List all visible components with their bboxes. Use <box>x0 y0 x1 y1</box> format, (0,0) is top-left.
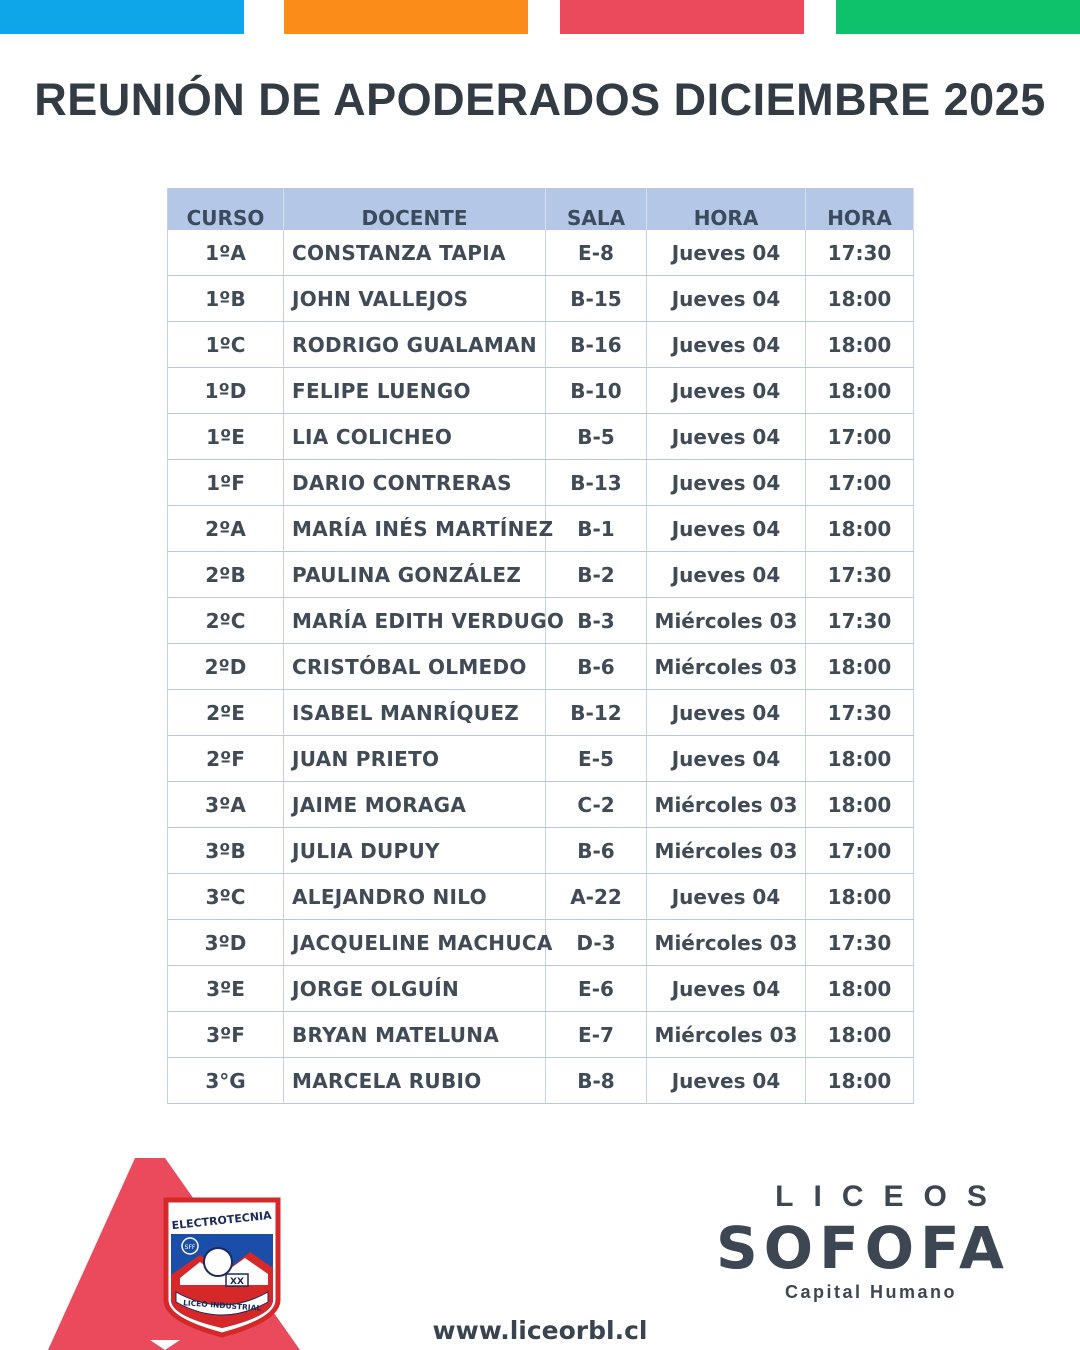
cell-curso: 2ºA <box>168 506 284 552</box>
cell-docente: RODRIGO GUALAMAN <box>284 322 546 368</box>
cell-curso: 3ºD <box>168 920 284 966</box>
cell-hora: 17:30 <box>806 690 914 736</box>
cell-curso: 3ºE <box>168 966 284 1012</box>
schedule-table <box>167 188 914 1104</box>
cell-curso: 3ºF <box>168 1012 284 1058</box>
cell-sala: B-13 <box>546 460 647 506</box>
page-title: REUNIÓN DE APODERADOS DICIEMBRE 2025 <box>34 74 1046 125</box>
cell-sala: E-5 <box>546 736 647 782</box>
cell-docente: LIA COLICHEO <box>284 414 546 460</box>
cell-sala: C-2 <box>546 782 647 828</box>
cell-hora: 17:00 <box>806 414 914 460</box>
color-bar-orange <box>284 0 528 34</box>
cell-dia: Jueves 04 <box>647 552 806 598</box>
color-bar-blue <box>0 0 244 34</box>
brand-name-text: SOFOFA <box>716 1214 1010 1282</box>
cell-docente: PAULINA GONZÁLEZ <box>284 552 546 598</box>
shield-emblem <box>166 1200 278 1335</box>
cell-hora: 18:00 <box>806 1012 914 1058</box>
table-row <box>168 506 914 552</box>
cell-dia: Jueves 04 <box>647 460 806 506</box>
cell-dia: Jueves 04 <box>647 506 806 552</box>
logo-mark: XX <box>230 1277 244 1287</box>
cell-curso: 3ºA <box>168 782 284 828</box>
table-row <box>168 920 914 966</box>
cell-dia: Miércoles 03 <box>647 782 806 828</box>
cell-curso: 3ºB <box>168 828 284 874</box>
cell-sala: B-10 <box>546 368 647 414</box>
table-row <box>168 598 914 644</box>
cell-sala: B-1 <box>546 506 647 552</box>
cell-curso: 2ºF <box>168 736 284 782</box>
cell-dia: Jueves 04 <box>647 414 806 460</box>
cell-curso: 1ºA <box>168 230 284 276</box>
cell-hora: 18:00 <box>806 874 914 920</box>
cell-dia: Jueves 04 <box>647 1058 806 1104</box>
cell-sala: B-16 <box>546 322 647 368</box>
cell-hora: 18:00 <box>806 368 914 414</box>
table-row <box>168 1012 914 1058</box>
cell-sala: E-7 <box>546 1012 647 1058</box>
cell-docente: JAIME MORAGA <box>284 782 546 828</box>
cell-docente: CRISTÓBAL OLMEDO <box>284 644 546 690</box>
cell-hora: 18:00 <box>806 736 914 782</box>
cell-dia: Jueves 04 <box>647 276 806 322</box>
cell-sala: D-3 <box>546 920 647 966</box>
cell-hora: 17:30 <box>806 230 914 276</box>
cell-curso: 1ºF <box>168 460 284 506</box>
header-curso: CURSO <box>168 188 284 230</box>
cell-sala: B-12 <box>546 690 647 736</box>
cell-dia: Jueves 04 <box>647 230 806 276</box>
cell-hora: 17:30 <box>806 552 914 598</box>
website-link[interactable]: www.liceorbl.cl <box>432 1316 648 1345</box>
table-row <box>168 874 914 920</box>
cell-curso: 1ºD <box>168 368 284 414</box>
cell-dia: Jueves 04 <box>647 736 806 782</box>
cell-sala: E-6 <box>546 966 647 1012</box>
cell-dia: Jueves 04 <box>647 966 806 1012</box>
sofofa-logo <box>716 1180 1026 1303</box>
cell-sala: B-15 <box>546 276 647 322</box>
cell-docente: MARÍA INÉS MARTÍNEZ <box>284 506 546 552</box>
cell-docente: MARCELA RUBIO <box>284 1058 546 1104</box>
table-row <box>168 966 914 1012</box>
table-row <box>168 828 914 874</box>
cell-curso: 2ºE <box>168 690 284 736</box>
table-row <box>168 322 914 368</box>
cell-sala: B-6 <box>546 828 647 874</box>
logo-badge: SFF <box>184 1244 196 1251</box>
cell-dia: Miércoles 03 <box>647 920 806 966</box>
cell-sala: A-22 <box>546 874 647 920</box>
cell-docente: JACQUELINE MACHUCA <box>284 920 546 966</box>
table-row <box>168 460 914 506</box>
cell-curso: 2ºB <box>168 552 284 598</box>
cell-hora: 17:00 <box>806 828 914 874</box>
cell-hora: 17:30 <box>806 920 914 966</box>
logo-arc-bottom: LICEO INDUSTRIAL <box>182 1298 262 1313</box>
table-row <box>168 736 914 782</box>
cell-docente: ISABEL MANRÍQUEZ <box>284 690 546 736</box>
table-row <box>168 1058 914 1104</box>
cell-hora: 17:30 <box>806 598 914 644</box>
table-row <box>168 276 914 322</box>
cell-curso: 3ºC <box>168 874 284 920</box>
logo-arc-top: ELECTROTECNIA <box>171 1208 273 1233</box>
table-row <box>168 368 914 414</box>
cell-docente: JOHN VALLEJOS <box>284 276 546 322</box>
cell-hora: 18:00 <box>806 1058 914 1104</box>
cell-dia: Miércoles 03 <box>647 598 806 644</box>
cell-docente: ALEJANDRO NILO <box>284 874 546 920</box>
cell-sala: B-8 <box>546 1058 647 1104</box>
cell-curso: 1ºB <box>168 276 284 322</box>
cell-sala: B-3 <box>546 598 647 644</box>
cell-docente: JORGE OLGUÍN <box>284 966 546 1012</box>
cell-dia: Miércoles 03 <box>647 644 806 690</box>
color-bar-green <box>836 0 1080 34</box>
cell-docente: MARÍA EDITH VERDUGO <box>284 598 546 644</box>
header-dia: HORA <box>647 188 806 230</box>
cell-sala: B-2 <box>546 552 647 598</box>
color-bar-red <box>560 0 804 34</box>
cell-sala: E-8 <box>546 230 647 276</box>
cell-docente: FELIPE LUENGO <box>284 368 546 414</box>
cell-curso: 1ºC <box>168 322 284 368</box>
table-header-row <box>168 188 914 230</box>
cell-curso: 3°G <box>168 1058 284 1104</box>
header-docente: DOCENTE <box>284 188 546 230</box>
header-hora: HORA <box>806 188 914 230</box>
cell-dia: Miércoles 03 <box>647 1012 806 1058</box>
cell-dia: Miércoles 03 <box>647 828 806 874</box>
cell-sala: B-6 <box>546 644 647 690</box>
table-row <box>168 690 914 736</box>
cell-docente: JUAN PRIETO <box>284 736 546 782</box>
header-sala: SALA <box>546 188 647 230</box>
table-row <box>168 782 914 828</box>
table-row <box>168 552 914 598</box>
table-row <box>168 414 914 460</box>
cell-dia: Jueves 04 <box>647 368 806 414</box>
cell-curso: 2ºD <box>168 644 284 690</box>
cell-hora: 18:00 <box>806 644 914 690</box>
brand-top-text: LICEOS <box>775 1180 1007 1213</box>
cell-hora: 18:00 <box>806 966 914 1012</box>
cell-hora: 18:00 <box>806 322 914 368</box>
cell-curso: 1ºE <box>168 414 284 460</box>
brand-tagline: Capital Humano <box>784 1282 957 1302</box>
cell-docente: JULIA DUPUY <box>284 828 546 874</box>
cell-docente: CONSTANZA TAPIA <box>284 230 546 276</box>
cell-dia: Jueves 04 <box>647 690 806 736</box>
cell-hora: 18:00 <box>806 506 914 552</box>
cell-hora: 18:00 <box>806 276 914 322</box>
cell-docente: DARIO CONTRERAS <box>284 460 546 506</box>
cell-curso: 2ºC <box>168 598 284 644</box>
table-row <box>168 230 914 276</box>
cell-docente: BRYAN MATELUNA <box>284 1012 546 1058</box>
brand-name <box>716 1216 1026 1280</box>
cell-dia: Jueves 04 <box>647 874 806 920</box>
cell-sala: B-5 <box>546 414 647 460</box>
table-row <box>168 644 914 690</box>
cell-dia: Jueves 04 <box>647 322 806 368</box>
cell-hora: 18:00 <box>806 782 914 828</box>
cell-hora: 17:00 <box>806 460 914 506</box>
